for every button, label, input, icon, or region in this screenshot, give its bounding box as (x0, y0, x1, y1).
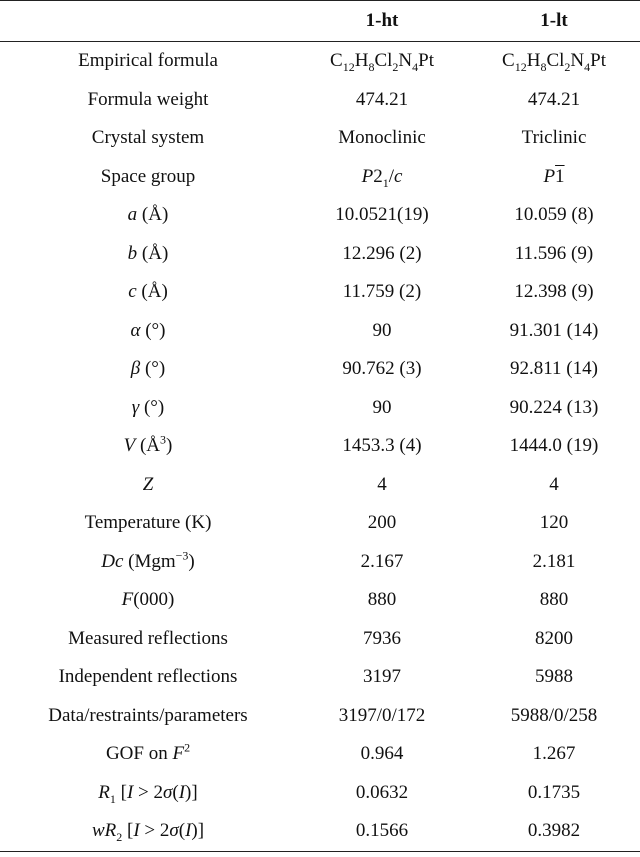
row-label: Space group (100, 165, 196, 187)
cell-1-ht: 12.296 (2) (342, 242, 422, 264)
cell-1-lt: 2.181 (532, 550, 576, 572)
cell-1-ht: 90 (372, 319, 392, 341)
header-1-ht: 1-ht (296, 1, 468, 42)
cell-1-ht: 11.759 (2) (342, 281, 422, 303)
row-label: Independent reflections (58, 666, 238, 688)
header-parameter (0, 1, 296, 42)
cell-1-ht: 3197 (363, 666, 401, 688)
cell-1-lt: Triclinic (521, 127, 587, 149)
cell-1-ht: 200 (367, 512, 397, 534)
table-row (0, 389, 640, 428)
cell-1-lt: 5988/0/258 (510, 704, 598, 726)
row-label: $wR_2$ [I > 2σ(I)] (0, 812, 296, 851)
cell-1-lt: 1444.0 (19) (509, 435, 599, 457)
cell-1-ht: 1453.3 (4) (342, 435, 422, 457)
cell-1-lt: P1 (543, 165, 565, 187)
row-label: α (°) (130, 319, 166, 341)
header-1-lt: 1-lt (468, 1, 640, 42)
table-row (0, 504, 640, 543)
table-row (0, 466, 640, 505)
cell-1-ht: 4 (377, 473, 387, 495)
table-row (0, 42, 640, 81)
cell-1-lt: 8200 (535, 627, 573, 649)
cell-1-ht: 3197/0/172 (338, 704, 426, 726)
row-label: Dc (Mgm$^{-3}$) (101, 548, 195, 572)
cell-1-ht: Monoclinic (338, 127, 426, 149)
row-label: Empirical formula (78, 50, 218, 72)
table-row (0, 620, 640, 659)
cell-1-lt: 90.224 (13) (509, 396, 599, 418)
table-row (0, 273, 640, 312)
cell-1-lt: 10.059 (8) (514, 204, 594, 226)
table-row (0, 235, 640, 274)
cell-1-lt: $C_{12}H_8Cl_2N_4Pt$ (502, 50, 606, 75)
row-label: Data/restraints/parameters (48, 704, 248, 726)
cell-1-ht: 880 (367, 589, 397, 611)
cell-1-lt: 12.398 (9) (514, 281, 594, 303)
row-label: b (Å) (127, 242, 169, 264)
table-row (0, 543, 640, 582)
row-label: Crystal system (91, 127, 205, 149)
row-label: c (Å) (128, 281, 168, 303)
table-row (0, 81, 640, 120)
table-row (0, 350, 640, 389)
cell-1-ht: 0.964 (360, 743, 404, 765)
row-label: Formula weight (87, 88, 209, 110)
table-row (0, 312, 640, 351)
table-row (0, 196, 640, 235)
table-row (0, 158, 640, 197)
table-row (0, 119, 640, 158)
row-label: Measured reflections (68, 627, 228, 649)
table-row (0, 774, 640, 813)
cell-1-lt: 91.301 (14) (509, 319, 599, 341)
table-row (0, 735, 640, 774)
cell-1-lt: 0.1735 (527, 781, 581, 803)
cell-1-lt: 474.21 (527, 88, 581, 110)
table-row (0, 427, 640, 466)
cell-1-lt: 0.3982 (468, 812, 640, 851)
cell-1-lt: 120 (539, 512, 569, 534)
row-label: GOF on $F^2$ (105, 740, 191, 765)
cell-1-lt: 1.267 (532, 743, 576, 765)
cell-1-ht: $P2_1/c$ (361, 165, 403, 190)
cell-1-ht: 474.21 (355, 88, 409, 110)
cell-1-lt: 92.811 (14) (510, 358, 598, 380)
table-row (0, 697, 640, 736)
cell-1-ht: 10.0521(19) (335, 204, 429, 226)
row-label: V $(Å^3)$ (123, 432, 173, 457)
cell-1-ht: 2.167 (360, 550, 404, 572)
row-label: β (°) (130, 358, 166, 380)
row-label: γ (°) (131, 396, 165, 418)
cell-1-ht: 90 (372, 396, 392, 418)
cell-1-lt: 5988 (535, 666, 573, 688)
cell-1-ht: $C_{12}H_8Cl_2N_4Pt$ (330, 50, 434, 75)
cell-1-ht: 0.0632 (355, 781, 409, 803)
table-row (0, 581, 640, 620)
cell-1-ht: 0.1566 (296, 812, 468, 851)
row-label: $R_1$ [I > 2σ(I)] (98, 781, 198, 806)
table-row (0, 658, 640, 697)
cell-1-lt: 880 (539, 589, 569, 611)
header-row (0, 1, 640, 42)
cell-1-ht: 7936 (363, 627, 401, 649)
row-label: Z (142, 473, 154, 495)
cell-1-ht: 90.762 (3) (342, 358, 422, 380)
cell-1-lt: 4 (549, 473, 559, 495)
row-label: F(000) (121, 589, 175, 611)
cell-1-lt: 11.596 (9) (514, 242, 594, 264)
row-label: Temperature (K) (84, 512, 212, 534)
table-row (0, 812, 640, 851)
row-label: a (Å) (127, 204, 169, 226)
